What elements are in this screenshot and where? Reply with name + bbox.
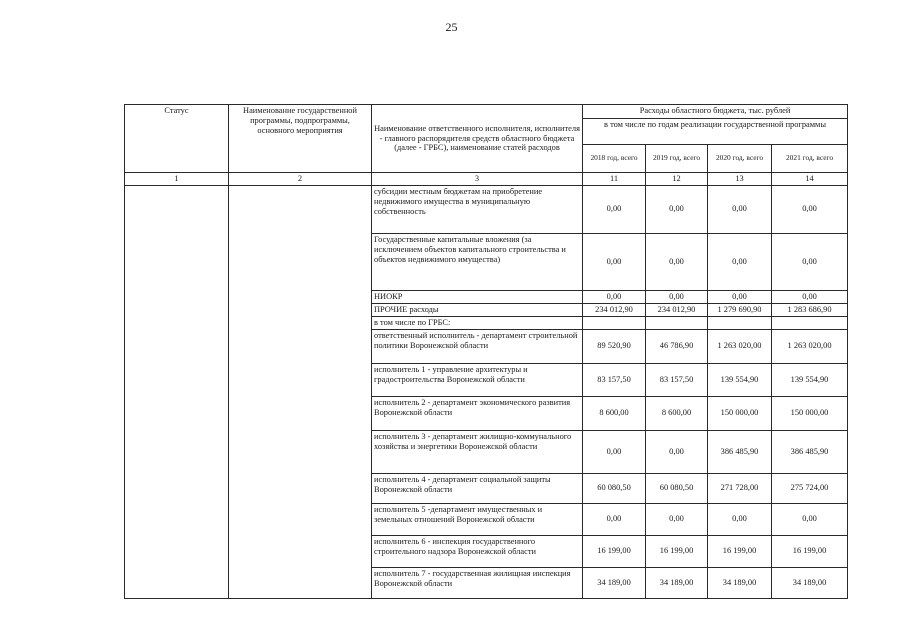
column-number: 14 — [772, 173, 848, 186]
row-label: Государственные капитальные вложения (за исключением объектов капитального строительства и объектов недвижимого имущества) — [372, 233, 583, 290]
column-number: 3 — [372, 173, 583, 186]
value-2021: 386 485,90 — [772, 430, 848, 473]
value-2019: 0,00 — [646, 503, 708, 535]
status-cell — [125, 185, 229, 598]
value-2021: 0,00 — [772, 290, 848, 303]
value-2020: 139 554,90 — [708, 363, 772, 396]
value-2018: 0,00 — [583, 290, 646, 303]
column-numbers-row — [125, 173, 848, 186]
value-2020: 150 000,00 — [708, 396, 772, 430]
value-2020 — [708, 316, 772, 329]
value-2021: 1 283 686,90 — [772, 303, 848, 316]
row-label: исполнитель 4 - департамент социальной защиты Воронежской области — [372, 473, 583, 503]
value-2020: 16 199,00 — [708, 535, 772, 567]
value-2018: 0,00 — [583, 430, 646, 473]
column-number: 12 — [646, 173, 708, 186]
value-2019 — [646, 316, 708, 329]
value-2019: 0,00 — [646, 233, 708, 290]
value-2018: 60 080,50 — [583, 473, 646, 503]
value-2020: 1 279 690,90 — [708, 303, 772, 316]
value-2018: 0,00 — [583, 233, 646, 290]
value-2019: 34 189,00 — [646, 567, 708, 598]
value-2020: 34 189,00 — [708, 567, 772, 598]
value-2019: 83 157,50 — [646, 363, 708, 396]
row-label: НИОКР — [372, 290, 583, 303]
value-2019: 234 012,90 — [646, 303, 708, 316]
value-2020: 0,00 — [708, 503, 772, 535]
column-number: 2 — [229, 173, 372, 186]
budget-table — [124, 104, 848, 599]
value-2020: 271 728,00 — [708, 473, 772, 503]
header-executor-name: Наименование ответственного исполнителя, исполнителя - главного распорядителя средств областного бюджета (далее - ГРБС), наименование статей расходов — [372, 105, 583, 173]
page-number: 25 — [445, 20, 458, 34]
row-label: исполнитель 7 - государственная жилищная инспекция Воронежской области — [372, 567, 583, 598]
value-2021: 0,00 — [772, 503, 848, 535]
value-2019: 8 600,00 — [646, 396, 708, 430]
row-label: ПРОЧИЕ расходы — [372, 303, 583, 316]
column-number: 11 — [583, 173, 646, 186]
value-2021: 139 554,90 — [772, 363, 848, 396]
value-2018 — [583, 316, 646, 329]
value-2021: 16 199,00 — [772, 535, 848, 567]
value-2018: 16 199,00 — [583, 535, 646, 567]
value-2018: 8 600,00 — [583, 396, 646, 430]
header-year-2020: 2020 год, всего — [708, 145, 772, 173]
row-label: исполнитель 5 -департамент имущественных и земельных отношений Воронежской области — [372, 503, 583, 535]
value-2021: 34 189,00 — [772, 567, 848, 598]
value-2020: 0,00 — [708, 290, 772, 303]
header-year-2021: 2021 год, всего — [772, 145, 848, 173]
value-2021: 0,00 — [772, 185, 848, 233]
value-2021: 0,00 — [772, 233, 848, 290]
row-label: исполнитель 6 - инспекция государственного строительного надзора Воронежской области — [372, 535, 583, 567]
column-number: 1 — [125, 173, 229, 186]
row-label: исполнитель 2 - департамент экономического развития Воронежской области — [372, 396, 583, 430]
header-program-name: Наименование государственной программы, подпрограммы, основного мероприятия — [229, 105, 372, 173]
value-2019: 46 786,90 — [646, 329, 708, 363]
value-2020: 1 263 020,00 — [708, 329, 772, 363]
value-2021 — [772, 316, 848, 329]
table-row — [125, 185, 848, 233]
value-2018: 0,00 — [583, 503, 646, 535]
row-label: ответственный исполнитель - департамент строительной политики Воронежской области — [372, 329, 583, 363]
value-2018: 0,00 — [583, 185, 646, 233]
value-2020: 386 485,90 — [708, 430, 772, 473]
value-2018: 234 012,90 — [583, 303, 646, 316]
header-year-2018: 2018 год, всего — [583, 145, 646, 173]
value-2019: 0,00 — [646, 185, 708, 233]
row-label: исполнитель 3 - департамент жилищно-коммунального хозяйства и энергетики Воронежской области — [372, 430, 583, 473]
column-number: 13 — [708, 173, 772, 186]
value-2019: 0,00 — [646, 290, 708, 303]
value-2019: 60 080,50 — [646, 473, 708, 503]
value-2018: 83 157,50 — [583, 363, 646, 396]
value-2021: 150 000,00 — [772, 396, 848, 430]
header-budget-title: Расходы областного бюджета, тыс. рублей — [583, 105, 848, 119]
row-label: исполнитель 1 - управление архитектуры и градостроительства Воронежской области — [372, 363, 583, 396]
program-name-cell — [229, 185, 372, 598]
value-2020: 0,00 — [708, 185, 772, 233]
header-year-2019: 2019 год, всего — [646, 145, 708, 173]
header-by-years: в том числе по годам реализации государственной программы — [583, 119, 848, 145]
value-2018: 34 189,00 — [583, 567, 646, 598]
row-label: в том числе по ГРБС: — [372, 316, 583, 329]
value-2020: 0,00 — [708, 233, 772, 290]
header-status: Статус — [125, 105, 229, 173]
value-2021: 1 263 020,00 — [772, 329, 848, 363]
value-2018: 89 520,90 — [583, 329, 646, 363]
value-2021: 275 724,00 — [772, 473, 848, 503]
value-2019: 0,00 — [646, 430, 708, 473]
row-label: субсидии местным бюджетам на приобретение недвижимого имущества в муниципальную собственность — [372, 185, 583, 233]
value-2019: 16 199,00 — [646, 535, 708, 567]
